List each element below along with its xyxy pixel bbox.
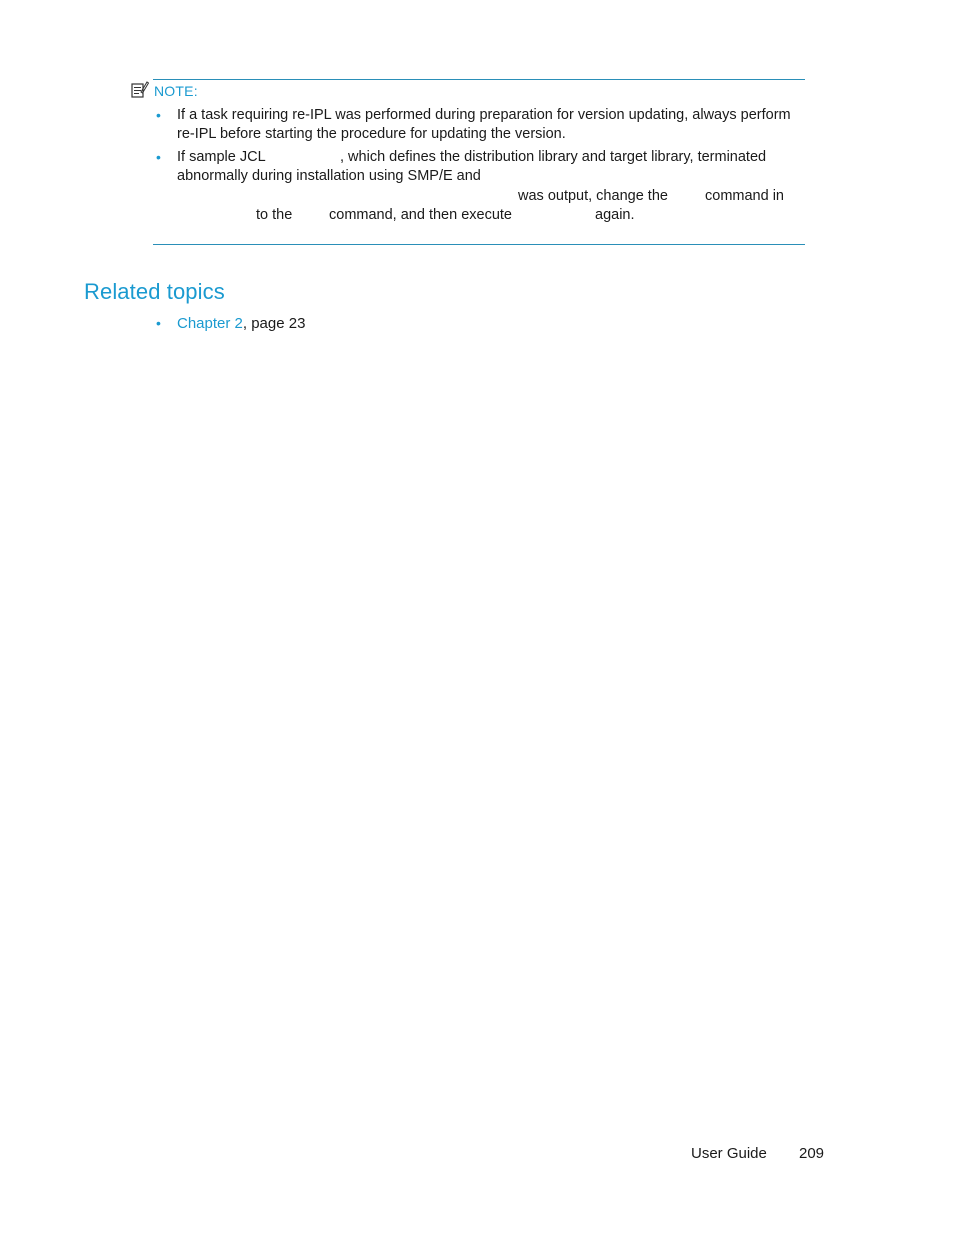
note-label: NOTE:	[154, 83, 198, 99]
note-bullet-2-line-4a: to the	[256, 207, 293, 223]
note-bullet-2-line-1a: If sample JCL	[177, 149, 266, 165]
page-number: 209	[799, 1145, 825, 1162]
chapter-link-suffix: , page 23	[242, 315, 306, 332]
chapter-link[interactable]: Chapter 2	[177, 315, 243, 332]
note-bullet-2-line-2: abnormally during installation using SMP/E and	[177, 168, 481, 184]
related-topics-heading: Related topics	[84, 279, 225, 304]
note-bullet-1-line-1: If a task requiring re-IPL was performed during preparation for version updating, always perform	[177, 107, 791, 123]
related-topics-bullet: •	[156, 315, 161, 331]
note-bullet-2-line-4c: again.	[595, 207, 635, 223]
note-bullet-2-line-4b: command, and then execute	[329, 207, 512, 223]
note-bottom-rule	[153, 244, 805, 245]
note-bullet-2: •	[156, 149, 161, 165]
note-bullet-2-line-3a: was output, change the	[518, 188, 668, 204]
note-top-rule	[153, 79, 805, 80]
related-topics-item	[177, 314, 305, 333]
note-bullet-2-line-1b: , which defines the distribution library and target library, terminated	[340, 149, 767, 165]
note-bullet-1: •	[156, 107, 161, 123]
footer-label: User Guide	[691, 1145, 767, 1162]
note-icon	[131, 81, 149, 98]
note-bullet-2-line-3b: command in	[705, 188, 784, 204]
note-bullet-1-line-2: re-IPL before starting the procedure for updating the version.	[177, 126, 566, 142]
